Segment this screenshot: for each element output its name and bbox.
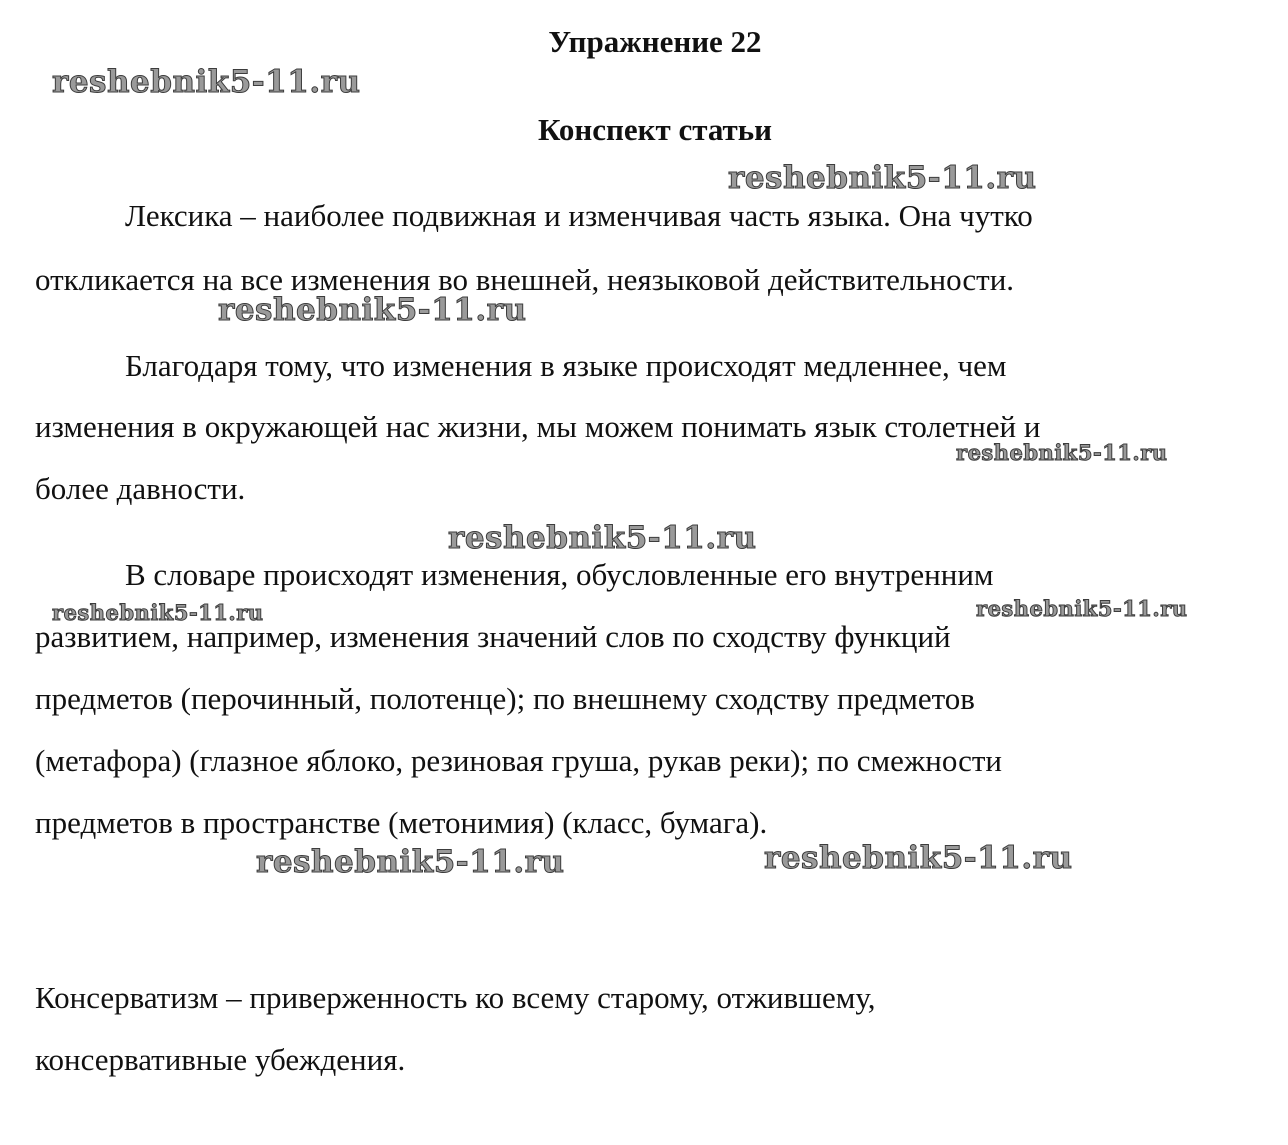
paragraph-2-line-2: изменения в окружающей нас жизни, мы можем понимать язык столетней и: [35, 409, 1041, 444]
paragraph-1-line-2: откликается на все изменения во внешней, неязыковой действительности.: [35, 262, 1015, 297]
watermark: reshebnik5-11.ru: [256, 844, 565, 880]
definition-line-1: Консерватизм – приверженность ко всему старому, отжившему,: [35, 980, 876, 1015]
watermark: reshebnik5-11.ru: [956, 440, 1168, 465]
watermark: reshebnik5-11.ru: [764, 840, 1073, 876]
paragraph-2-line-3: более давности.: [35, 471, 246, 506]
exercise-title: Упражнение 22: [548, 24, 762, 59]
section-title: Конспект статьи: [537, 112, 773, 147]
watermark: reshebnik5-11.ru: [448, 520, 757, 556]
paragraph-3-line-1: В словаре происходят изменения, обусловленные его внутренним: [125, 557, 994, 592]
watermark: reshebnik5-11.ru: [976, 596, 1188, 621]
definition-line-2: консервативные убеждения.: [35, 1042, 406, 1077]
paragraph-3-line-3: предметов (перочинный, полотенце); по внешнему сходству предметов: [35, 681, 975, 716]
paragraph-3-line-2: развитием, например, изменения значений слов по сходству функций: [35, 619, 951, 654]
paragraph-2-line-1: Благодаря тому, что изменения в языке происходят медленнее, чем: [125, 348, 1007, 383]
watermark: reshebnik5-11.ru: [52, 600, 264, 625]
paragraph-3-line-5: предметов в пространстве (метонимия) (класс, бумага).: [35, 805, 768, 840]
watermark: reshebnik5-11.ru: [52, 64, 361, 100]
paragraph-1-line-1: Лексика – наиболее подвижная и изменчивая часть языка. Она чутко: [125, 198, 1033, 233]
watermark: reshebnik5-11.ru: [728, 160, 1037, 196]
watermark: reshebnik5-11.ru: [218, 292, 527, 328]
paragraph-3-line-4: (метафора) (глазное яблоко, резиновая груша, рукав реки); по смежности: [35, 743, 1003, 778]
